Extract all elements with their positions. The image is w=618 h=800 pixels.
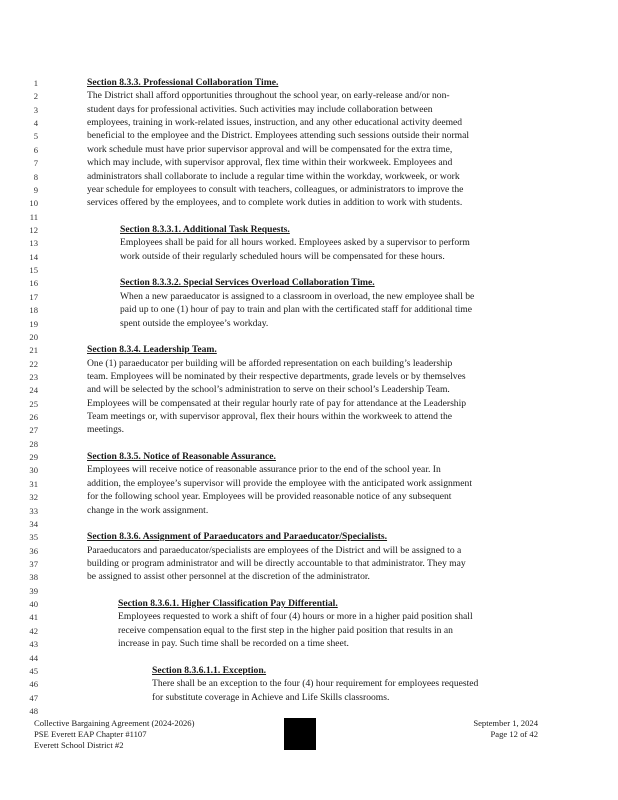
- line-number: 25: [29, 398, 38, 409]
- document-line: [0, 184, 618, 196]
- line-text: administrators shall collaborate to include a regular time within the workday, workweek, or work: [87, 170, 460, 182]
- line-number: 46: [29, 679, 38, 690]
- document-line: [0, 117, 618, 129]
- line-text: change in the work assignment.: [87, 504, 209, 516]
- line-number: 1: [33, 78, 38, 88]
- section-heading: Section 8.3.5. Notice of Reasonable Assurance.: [87, 451, 276, 463]
- line-number: 47: [29, 692, 38, 703]
- line-number: 5: [33, 131, 38, 142]
- document-line: [0, 692, 618, 704]
- line-text: Team meetings or, with supervisor approval, flex their hours within the workweek to attend the: [87, 411, 453, 422]
- line-number: 33: [29, 505, 38, 516]
- document-line: [0, 505, 618, 517]
- line-number: 18: [29, 305, 38, 316]
- line-number: 34: [29, 518, 38, 529]
- document-line: [0, 518, 618, 530]
- document-line: [0, 304, 618, 316]
- line-number: 41: [29, 612, 38, 623]
- document-line: [0, 411, 618, 423]
- line-text: work outside of their regularly scheduled hours will be compensated for these hours.: [120, 250, 445, 262]
- line-number: 13: [29, 238, 38, 249]
- document-line: [0, 144, 618, 156]
- document-line: [0, 491, 618, 503]
- footer-right: [400, 718, 538, 740]
- line-text: for substitute coverage in Achieve and Life Skills classrooms.: [152, 691, 390, 703]
- document-line: [0, 331, 618, 343]
- line-number: 15: [29, 265, 38, 275]
- document-line: [0, 104, 618, 116]
- document-line: [0, 291, 618, 303]
- document-line: [0, 197, 618, 209]
- line-number: 4: [33, 118, 38, 129]
- line-number: 12: [29, 225, 38, 235]
- line-text: which may include, with supervisor approval, flex time within their workweek. Employees and: [87, 157, 453, 169]
- line-number: 22: [29, 358, 38, 369]
- line-text: Paraeducators and paraeducator/specialists are employees of the District and will be assigned to a: [87, 544, 462, 556]
- line-text: spent outside the employee’s workday.: [120, 317, 269, 329]
- line-text: Employees will receive notice of reasonable assurance prior to the end of the school year. In: [87, 464, 441, 476]
- document-line: [0, 157, 618, 169]
- footer-page-number: Page 12 of 42: [490, 729, 538, 739]
- document-line: [0, 344, 618, 356]
- line-number: 35: [29, 532, 38, 543]
- line-number: 6: [33, 144, 38, 155]
- line-text: be assigned to assist other personnel at the discretion of the administrator.: [87, 571, 370, 583]
- line-number: 27: [29, 425, 38, 436]
- document-line: [0, 224, 618, 236]
- line-number: 48: [29, 705, 38, 716]
- line-text: paid up to one (1) hour of pay to train and plan with the certificated staff for additional time: [120, 304, 473, 316]
- line-text: One (1) paraeducator per building will be afforded representation on each building’s leadership: [87, 357, 453, 369]
- line-number: 45: [29, 665, 38, 676]
- line-number: 3: [33, 104, 38, 115]
- document-line: [0, 398, 618, 410]
- document-line: [0, 211, 618, 223]
- line-text: When a new paraeducator is assigned to a classroom in overload, the new employee shall be: [120, 290, 475, 302]
- document-line: [0, 237, 618, 249]
- document-line: [0, 585, 618, 597]
- line-number: 44: [29, 652, 38, 663]
- line-text: There shall be an exception to the four (4) hour requirement for employees requested: [152, 678, 479, 690]
- line-number: 39: [29, 585, 38, 596]
- document-line: [0, 318, 618, 330]
- line-number: 31: [29, 478, 38, 489]
- line-number: 20: [29, 331, 38, 342]
- footer-date: September 1, 2024: [473, 718, 538, 728]
- document-line: [0, 545, 618, 557]
- line-number: 36: [29, 545, 38, 556]
- document-line: [0, 598, 618, 610]
- line-text: employees, training in work-related issues, instruction, and any other educational activity deemed: [87, 117, 463, 129]
- line-number: 38: [29, 572, 38, 583]
- footer-district: Everett School District #2: [34, 740, 124, 750]
- document-line: [0, 264, 618, 276]
- document-line: [0, 464, 618, 476]
- footer-chapter: PSE Everett EAP Chapter #1107: [34, 729, 147, 739]
- line-text: team. Employees will be nominated by their respective departments, grade levels or by themselves: [87, 370, 466, 382]
- line-number: 26: [29, 412, 38, 422]
- line-text: work schedule must have prior supervisor approval and will be compensated for the extra time,: [87, 143, 453, 155]
- line-text: and will be selected by the school’s administration to serve on their school’s Leadership Team.: [87, 384, 450, 396]
- line-text: Employees will be compensated at their regular hourly rate of pay for attendance at the Leadership: [87, 397, 467, 409]
- document-line: [0, 171, 618, 183]
- line-text: building or program administrator and will be directly accountable to that administrator. They may: [87, 558, 466, 569]
- document-line: [0, 130, 618, 142]
- line-number: 37: [29, 559, 38, 569]
- document-line: [0, 438, 618, 450]
- line-text: student days for professional activities. Such activities may include collaboration between: [87, 103, 433, 115]
- line-text: for the following school year. Employees will be provided reasonable notice of any subsequent: [87, 491, 452, 503]
- document-line: [0, 652, 618, 664]
- document-line: [0, 571, 618, 583]
- line-number: 17: [29, 291, 38, 302]
- document-line: [0, 638, 618, 650]
- line-text: beneficial to the employee and the District. Employees attending such sessions outside their normal: [87, 130, 470, 142]
- document-line: [0, 678, 618, 690]
- line-number: 16: [29, 278, 38, 289]
- line-number: 42: [29, 625, 38, 636]
- line-number: 7: [33, 158, 38, 169]
- line-number: 30: [29, 465, 38, 476]
- document-line: [0, 277, 618, 289]
- line-number: 9: [33, 184, 38, 195]
- line-number: 2: [33, 91, 38, 102]
- line-text: receive compensation equal to the first step in the higher paid position that results in an: [118, 624, 453, 636]
- document-line: [0, 531, 618, 543]
- line-text: services offered by the employees, and to complete work duties in addition to work with students.: [87, 197, 463, 209]
- section-heading: Section 8.3.6.1. Higher Classification Pay Differential.: [118, 598, 338, 609]
- line-number: 8: [33, 171, 38, 182]
- line-number: 29: [29, 452, 38, 463]
- line-text: Employees shall be paid for all hours worked. Employees asked by a supervisor to perform: [120, 237, 470, 249]
- section-heading: Section 8.3.6. Assignment of Paraeducators and Paraeducator/Specialists.: [87, 531, 388, 543]
- line-number: 40: [29, 599, 38, 609]
- line-number: 14: [29, 251, 38, 262]
- section-heading: Section 8.3.3.2. Special Services Overload Collaboration Time.: [120, 277, 375, 289]
- line-text: year schedule for employees to consult with teachers, colleagues, or administrators to improve the: [87, 183, 464, 195]
- section-heading: Section 8.3.6.1.1. Exception.: [152, 664, 267, 676]
- line-text: increase in pay. Such time shall be recorded on a time sheet.: [118, 638, 349, 650]
- line-number: 23: [29, 371, 38, 382]
- document-line: [0, 625, 618, 637]
- document-line: [0, 705, 618, 717]
- document-line: [0, 77, 618, 89]
- document-line: [0, 384, 618, 396]
- footer-left: [34, 718, 194, 751]
- line-text: Employees requested to work a shift of four (4) hours or more in a higher paid position shall: [118, 611, 473, 623]
- line-text: addition, the employee’s supervisor will provide the employee with the anticipated work assignment: [87, 477, 472, 489]
- line-number: 32: [29, 492, 38, 503]
- line-number: 11: [29, 211, 38, 222]
- line-text: meetings.: [87, 424, 125, 436]
- footer-agreement-title: Collective Bargaining Agreement (2024-2026): [34, 718, 195, 728]
- document-line: [0, 611, 618, 623]
- document-line: [0, 251, 618, 263]
- document-line: [0, 558, 618, 570]
- line-number: 19: [29, 318, 38, 329]
- document-line: [0, 424, 618, 436]
- document-line: [0, 478, 618, 490]
- document-line: [0, 90, 618, 102]
- document-line: [0, 451, 618, 463]
- line-number: 24: [29, 385, 38, 396]
- line-text: The District shall afford opportunities throughout the school year, on early-release and/or non-: [87, 90, 450, 102]
- line-number: 28: [29, 438, 38, 449]
- line-number: 21: [29, 345, 38, 356]
- document-line: [0, 358, 618, 370]
- section-heading: Section 8.3.3.1. Additional Task Requests.: [120, 224, 290, 235]
- line-number: 10: [29, 198, 38, 209]
- document-line: [0, 665, 618, 677]
- section-heading: Section 8.3.3. Professional Collaboration Time.: [87, 77, 279, 88]
- section-heading: Section 8.3.4. Leadership Team.: [87, 344, 217, 356]
- document-line: [0, 371, 618, 383]
- qr-code-image: [284, 718, 316, 750]
- line-number: 43: [29, 639, 38, 650]
